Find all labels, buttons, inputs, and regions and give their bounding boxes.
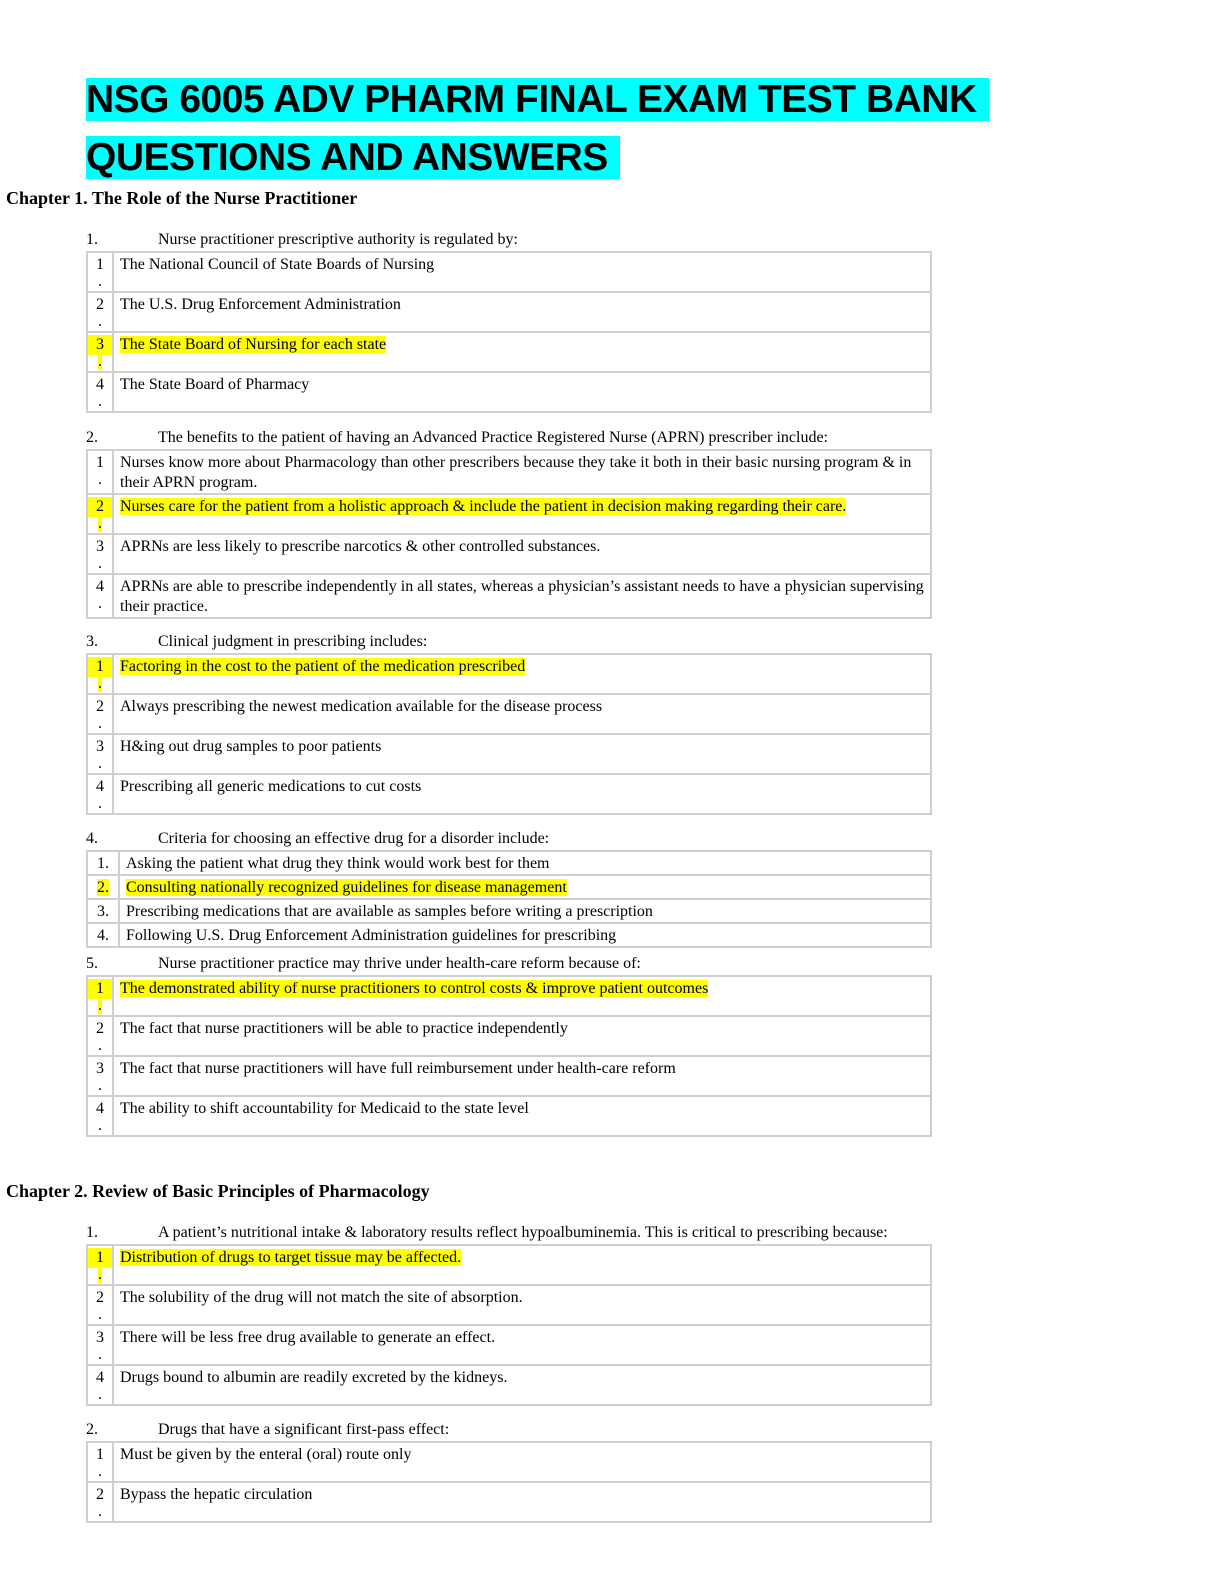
option-text: Drugs bound to albumin are readily excreted by the kidneys. [113, 1365, 931, 1405]
chapter-1-heading: Chapter 1. The Role of the Nurse Practitioner [6, 188, 358, 208]
options-table [86, 1441, 932, 1523]
option-text: The fact that nurse practitioners will have full reimbursement under health-care reform [113, 1056, 931, 1096]
options-table [86, 251, 932, 413]
option-number: 1 [96, 454, 104, 471]
c1-question-5 [86, 953, 986, 1137]
option-row: 4 . Prescribing all generic medications to cut costs [87, 774, 931, 814]
option-text: Prescribing medications that are available as samples before writing a prescription [119, 899, 931, 923]
option-text: Always prescribing the newest medication available for the disease process [113, 694, 931, 734]
option-row: 1 . Nurses know more about Pharmacology than other prescribers because they take it both in their basic nursing program & in their APRN program. [87, 450, 931, 494]
option-number: 3. [87, 899, 119, 923]
option-row: 2 . The solubility of the drug will not match the site of absorption. [87, 1285, 931, 1325]
option-text: Prescribing all generic medications to cut costs [113, 774, 931, 814]
option-number: 4 [96, 376, 104, 393]
option-row-correct: 1 . Factoring in the cost to the patient of the medication prescribed [87, 654, 931, 694]
question-stem: Nurse practitioner practice may thrive under health-care reform because of: [158, 955, 641, 972]
option-text-correct: Consulting nationally recognized guidelines for disease management [126, 879, 567, 896]
option-number: 2 [96, 1020, 104, 1037]
question-stem: Nurse practitioner prescriptive authority is regulated by: [158, 231, 518, 248]
option-number: 1 [88, 979, 112, 999]
option-number: 2 [96, 698, 104, 715]
options-table [86, 975, 932, 1137]
option-row: 1 . Must be given by the enteral (oral) route only [87, 1442, 931, 1482]
option-text: Following U.S. Drug Enforcement Administration guidelines for prescribing [119, 923, 931, 947]
c2-question-2 [86, 1419, 986, 1523]
option-text: The National Council of State Boards of Nursing [113, 252, 931, 292]
option-text: Nurses know more about Pharmacology than other prescribers because they take it both in their basic nursing program & in their APRN program. [113, 450, 931, 494]
question-number: 1. [86, 1224, 98, 1241]
option-text: APRNs are able to prescribe independently in all states, whereas a physician’s assistant needs to have a physician supervising their practice. [113, 574, 931, 618]
option-text-correct: The State Board of Nursing for each state [120, 336, 387, 353]
option-number: 1 [96, 256, 104, 273]
option-number: 4 [96, 578, 104, 595]
option-row-correct: 1 . The demonstrated ability of nurse practitioners to control costs & improve patient outcomes [87, 976, 931, 1016]
question-stem: Drugs that have a significant first-pass effect: [158, 1421, 450, 1438]
title-line-1: NSG 6005 ADV PHARM FINAL EXAM TEST BANK [86, 78, 989, 121]
option-row: 4 . Drugs bound to albumin are readily excreted by the kidneys. [87, 1365, 931, 1405]
option-row: 2 . The fact that nurse practitioners will be able to practice independently [87, 1016, 931, 1056]
option-row [87, 899, 931, 923]
option-row-correct: 2 . Nurses care for the patient from a holistic approach & include the patient in decision making regarding their care. [87, 494, 931, 534]
option-number: 1. [87, 851, 119, 875]
option-row: 2 . Always prescribing the newest medication available for the disease process [87, 694, 931, 734]
option-text: There will be less free drug available to generate an effect. [113, 1325, 931, 1365]
option-row: 4 . APRNs are able to prescribe independently in all states, whereas a physician’s assistant needs to have a physician supervising their practice. [87, 574, 931, 618]
option-number: 4 [96, 778, 104, 795]
option-text: Must be given by the enteral (oral) route only [113, 1442, 931, 1482]
question-number: 2. [86, 1421, 98, 1438]
title-line-2: QUESTIONS AND ANSWERS [86, 136, 620, 179]
option-row: 3 . H&ing out drug samples to poor patients [87, 734, 931, 774]
option-row-correct [87, 875, 931, 899]
chapter-2-heading: Chapter 2. Review of Basic Principles of Pharmacology [6, 1181, 430, 1201]
question-number: 2. [86, 429, 98, 446]
option-text: H&ing out drug samples to poor patients [113, 734, 931, 774]
c1-question-4 [86, 828, 986, 948]
c1-question-1 [86, 229, 986, 413]
c2-question-1 [86, 1222, 986, 1406]
option-row [87, 851, 931, 875]
option-row: 3 . APRNs are less likely to prescribe narcotics & other controlled substances. [87, 534, 931, 574]
options-table [86, 1244, 932, 1406]
options-table [86, 449, 932, 619]
option-number: 1 [96, 1446, 104, 1463]
option-text: APRNs are less likely to prescribe narcotics & other controlled substances. [113, 534, 931, 574]
option-number: 3 [96, 738, 104, 755]
option-text: The State Board of Pharmacy [113, 372, 931, 412]
option-row: 2 . The U.S. Drug Enforcement Administration [87, 292, 931, 332]
option-text-correct: Nurses care for the patient from a holistic approach & include the patient in decision making regarding their care. [120, 498, 847, 515]
option-row: 1 . The National Council of State Boards of Nursing [87, 252, 931, 292]
options-table [86, 653, 932, 815]
option-text-correct: Factoring in the cost to the patient of the medication prescribed [120, 658, 526, 675]
option-text: The fact that nurse practitioners will be able to practice independently [113, 1016, 931, 1056]
option-row-correct: 3 . The State Board of Nursing for each state [87, 332, 931, 372]
question-number: 4. [86, 830, 98, 847]
option-number: 4. [87, 923, 119, 947]
option-number: 2 [96, 1486, 104, 1503]
option-row: 4 . The ability to shift accountability for Medicaid to the state level [87, 1096, 931, 1136]
question-stem: The benefits to the patient of having an Advanced Practice Registered Nurse (APRN) prescriber include: [158, 429, 828, 446]
option-number: 2 [96, 1289, 104, 1306]
option-text: The ability to shift accountability for Medicaid to the state level [113, 1096, 931, 1136]
option-text: Asking the patient what drug they think would work best for them [119, 851, 931, 875]
question-number: 5. [86, 955, 98, 972]
question-number: 1. [86, 231, 98, 248]
option-number: 3 [96, 1060, 104, 1077]
option-number: 4 [96, 1100, 104, 1117]
option-row [87, 923, 931, 947]
question-stem: Clinical judgment in prescribing includes: [158, 633, 428, 650]
option-text: Bypass the hepatic circulation [113, 1482, 931, 1522]
option-text-correct: The demonstrated ability of nurse practitioners to control costs & improve patient outcomes [120, 980, 709, 997]
question-stem: Criteria for choosing an effective drug for a disorder include: [158, 830, 550, 847]
option-number: 1 [88, 1248, 112, 1268]
option-number: 3 [96, 538, 104, 555]
option-text: The solubility of the drug will not match the site of absorption. [113, 1285, 931, 1325]
option-row: 2 . Bypass the hepatic circulation [87, 1482, 931, 1522]
option-number: 3 [88, 335, 112, 355]
option-text: The U.S. Drug Enforcement Administration [113, 292, 931, 332]
option-number: 1 [88, 657, 112, 677]
question-number: 3. [86, 633, 98, 650]
option-text-correct: Distribution of drugs to target tissue may be affected. [120, 1249, 462, 1266]
option-row: 4 . The State Board of Pharmacy [87, 372, 931, 412]
option-row: 3 . There will be less free drug available to generate an effect. [87, 1325, 931, 1365]
question-stem: A patient’s nutritional intake & laboratory results reflect hypoalbuminemia. This is critical to prescribing because: [158, 1224, 888, 1241]
option-number: 2 [88, 497, 112, 517]
document-title [86, 71, 989, 187]
option-row-correct: 1 . Distribution of drugs to target tissue may be affected. [87, 1245, 931, 1285]
option-number: 2. [97, 879, 109, 896]
option-row: 3 . The fact that nurse practitioners will have full reimbursement under health-care reform [87, 1056, 931, 1096]
option-number: 4 [96, 1369, 104, 1386]
options-table [86, 850, 932, 948]
option-number: 3 [96, 1329, 104, 1346]
c1-question-3 [86, 631, 986, 815]
option-number: 2 [96, 296, 104, 313]
c1-question-2 [86, 427, 986, 619]
